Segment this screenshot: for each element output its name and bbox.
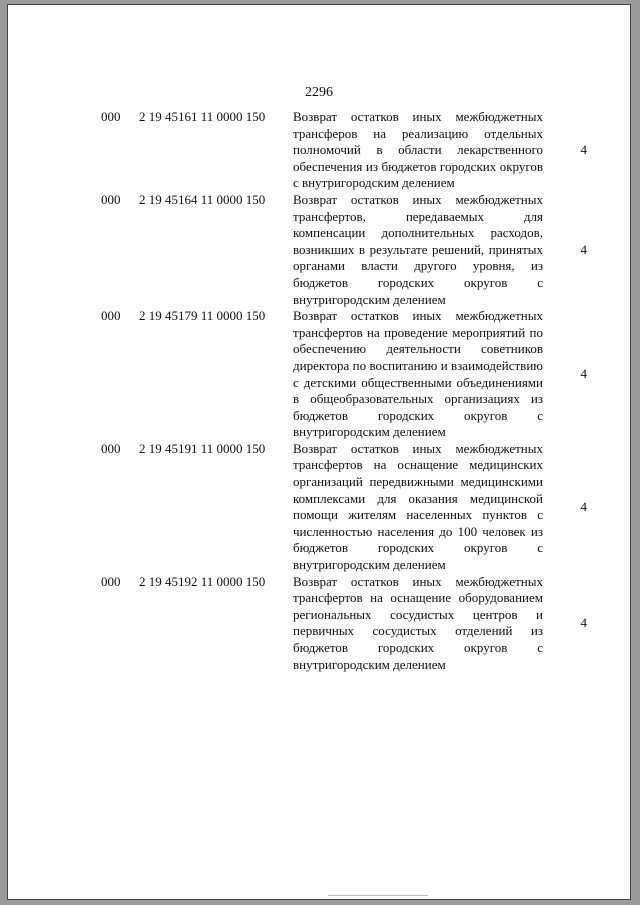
admin-code: 000: [101, 573, 121, 589]
row-description: Возврат остатков иных межбюджетных трансфертов на оснащение медицинских организаций передвижными медицинскими комплексами для оказания медицинской помощи жителям населенных пунктов с численностью населения до 100 человек из бюджетов городских округов с внутригородским делением: [293, 440, 543, 573]
table-row: [101, 192, 601, 308]
budget-classification-code: 2 19 45179 11 0000 150: [139, 308, 266, 324]
budget-classification-code: 2 19 45192 11 0000 150: [139, 573, 266, 589]
row-amount: 4: [580, 366, 587, 382]
row-description: Возврат остатков иных межбюджетных трансфертов на проведение мероприятий по обеспечению деятельности советников директора по воспитанию и взаимодействию с детскими общественными объединениями в общеобразовательных организациях из бюджетов городских округов с внутригородским делением: [293, 308, 543, 440]
table-row: [101, 109, 601, 192]
budget-classification-code: 2 19 45164 11 0000 150: [139, 191, 266, 207]
table-row: [101, 574, 601, 674]
admin-code: 000: [101, 308, 121, 324]
admin-code: 000: [101, 440, 121, 456]
scan-artifact-line: [328, 895, 428, 896]
row-description: Возврат остатков иных межбюджетных трансфертов на оснащение оборудованием региональных сосудистых центров и первичных сосудистых отделений из бюджетов городских округов с внутригородским делением: [293, 573, 543, 672]
table-row: [101, 308, 601, 441]
budget-classification-code: 2 19 45191 11 0000 150: [139, 440, 266, 456]
budget-code-table: [101, 109, 601, 673]
row-amount: 4: [580, 241, 587, 257]
row-amount: 4: [580, 615, 587, 631]
page-number: 2296: [305, 85, 333, 100]
admin-code: 000: [101, 191, 121, 207]
row-description: Возврат остатков иных межбюджетных трансферов на реализацию отдельных полномочий в области лекарственного обеспечения из бюджетов городских округов с внутригородским делением: [293, 109, 543, 191]
budget-classification-code: 2 19 45161 11 0000 150: [139, 109, 266, 124]
row-amount: 4: [580, 498, 587, 514]
document-page: [7, 4, 631, 900]
admin-code: 000: [101, 109, 121, 124]
row-description: Возврат остатков иных межбюджетных трансфертов, передаваемых для компенсации дополнительных расходов, возникших в результате решений, принятых органами власти другого уровня, из бюджетов городских округов с внутригородским делением: [293, 191, 543, 307]
table-row: [101, 441, 601, 574]
row-amount: 4: [580, 142, 587, 158]
